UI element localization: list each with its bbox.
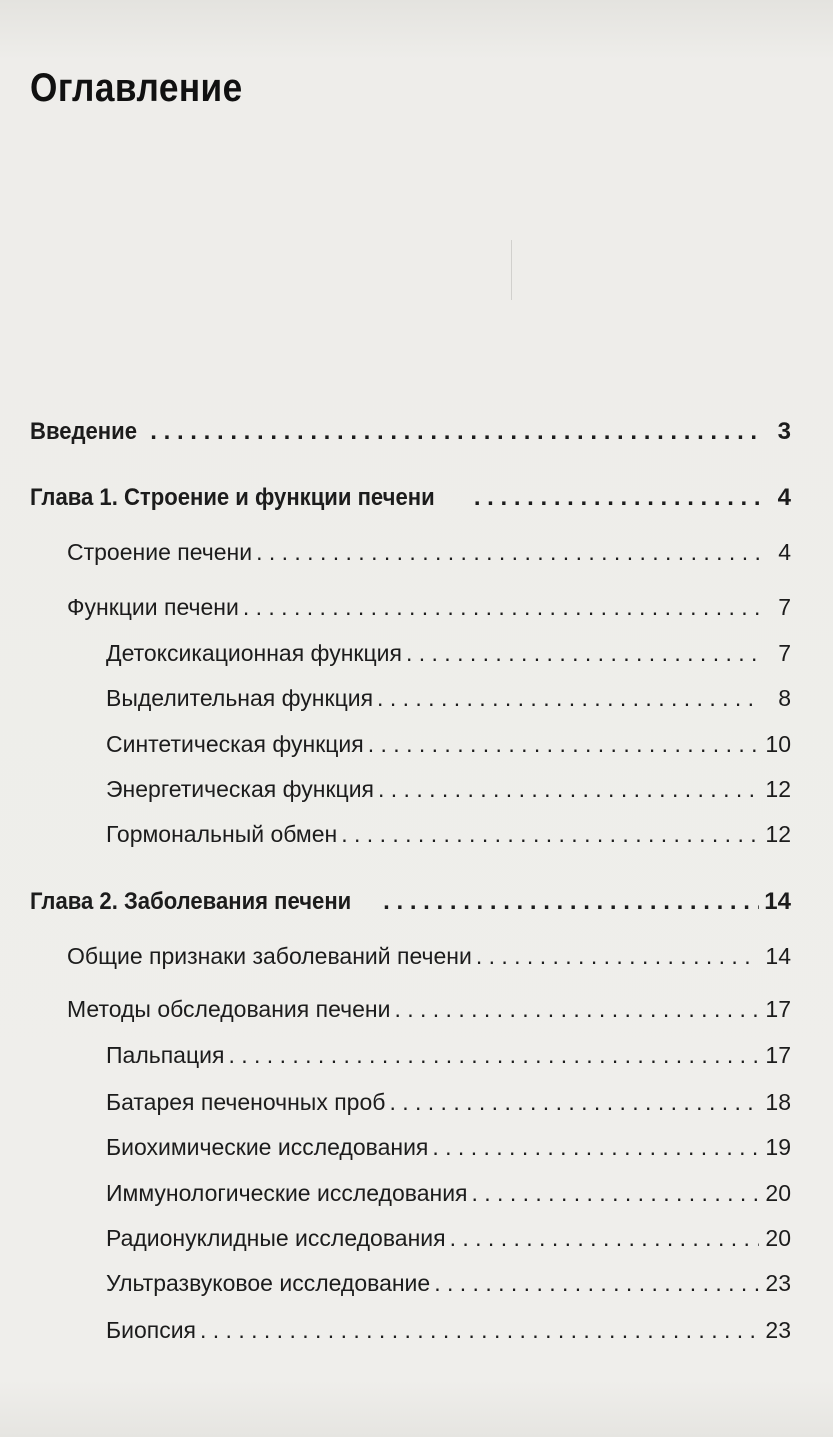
toc-leader-dots — [378, 776, 759, 803]
toc-entry[interactable] — [106, 685, 791, 712]
toc-entry[interactable] — [106, 1134, 791, 1161]
toc-entry-label: Глава 1. Строение и функции печени — [30, 484, 435, 511]
toc-entry[interactable] — [67, 594, 791, 621]
toc-leader-dots — [432, 1134, 759, 1161]
toc-entry-label: Ультразвуковое исследование — [106, 1270, 431, 1296]
toc-entry-label: Методы обследования печени — [67, 996, 391, 1022]
toc-entry-label: Пальпация — [106, 1042, 225, 1068]
toc-entry[interactable] — [30, 418, 791, 446]
toc-entry[interactable] — [67, 996, 791, 1023]
toc-leader-dots — [200, 1317, 759, 1344]
page-title: Оглавление — [30, 66, 243, 110]
toc-leader-dots — [472, 1180, 760, 1207]
toc-entry-label: Функции печени — [67, 594, 239, 620]
toc-leader-dots — [256, 539, 759, 566]
toc-leader-dots — [434, 1270, 759, 1297]
toc-entry[interactable] — [67, 943, 791, 970]
toc-entry[interactable] — [106, 1180, 791, 1207]
toc-entry-label: Синтетическая функция — [106, 731, 364, 757]
toc-page-number: 12 — [765, 821, 791, 847]
toc-page-number: 14 — [764, 888, 791, 915]
toc-page-number: 8 — [778, 685, 791, 711]
toc-entry-label: Батарея печеночных проб — [106, 1089, 386, 1115]
toc-leader-dots — [474, 484, 759, 512]
toc-page-number: 10 — [765, 731, 791, 757]
toc-page-number: 17 — [765, 996, 791, 1022]
toc-entry[interactable] — [106, 776, 791, 803]
toc-page-number: 14 — [765, 943, 791, 969]
toc-leader-dots — [243, 594, 759, 621]
toc-leader-dots — [150, 418, 759, 446]
toc-entry-label: Радионуклидные исследования — [106, 1225, 446, 1251]
toc-entry[interactable] — [106, 1042, 791, 1069]
toc-page-number: 12 — [765, 776, 791, 802]
toc-leader-dots — [450, 1225, 759, 1252]
toc-leader-dots — [476, 943, 759, 970]
toc-leader-dots — [383, 888, 759, 916]
toc-entry[interactable] — [67, 539, 791, 566]
toc-entry[interactable] — [106, 640, 791, 667]
toc-leader-dots — [394, 996, 759, 1023]
toc-entry[interactable] — [106, 1317, 791, 1344]
toc-entry-label: Гормональный обмен — [106, 821, 338, 847]
toc-entry-label: Строение печени — [67, 539, 253, 565]
toc-entry-label: Иммунологические исследования — [106, 1180, 468, 1206]
toc-entry[interactable] — [106, 1089, 791, 1116]
toc-leader-dots — [228, 1042, 759, 1069]
toc-entry[interactable] — [106, 1270, 791, 1297]
toc-leader-dots — [406, 640, 759, 667]
page-fold-mark — [511, 240, 512, 300]
toc-entry-label: Биопсия — [106, 1317, 196, 1343]
toc-leader-dots — [341, 821, 759, 848]
toc-page-number: 17 — [765, 1042, 791, 1068]
toc-page-number: 7 — [778, 594, 791, 620]
toc-entry[interactable] — [106, 821, 791, 848]
toc-entry-label: Глава 2. Заболевания печени — [30, 888, 352, 915]
toc-leader-dots — [377, 685, 759, 712]
toc-page-number: 4 — [778, 539, 791, 565]
toc-entry-label: Энергетическая функция — [106, 776, 374, 802]
toc-page-number: 18 — [765, 1089, 791, 1115]
toc-page-number: 20 — [765, 1225, 791, 1251]
toc-page-number: 23 — [765, 1270, 791, 1296]
toc-entry-label: Детоксикационная функция — [106, 640, 402, 666]
toc-page-number: 19 — [765, 1134, 791, 1160]
toc-entry-label: Выделительная функция — [106, 685, 374, 711]
toc-entry[interactable] — [30, 484, 791, 512]
toc-entry[interactable] — [30, 888, 791, 916]
toc-entry-label: Биохимические исследования — [106, 1134, 429, 1160]
toc-page-number: 4 — [777, 484, 791, 511]
toc-leader-dots — [368, 731, 759, 758]
toc-page-number: 23 — [765, 1317, 791, 1343]
toc-leader-dots — [389, 1089, 759, 1116]
toc-entry-label: Общие признаки заболеваний печени — [67, 943, 472, 969]
toc-entry[interactable] — [106, 1225, 791, 1252]
toc-entry-label: Введение — [30, 418, 137, 445]
toc-page-number: 20 — [765, 1180, 791, 1206]
toc-page-number: 7 — [778, 640, 791, 666]
toc-page-number: 3 — [777, 418, 791, 445]
toc-entry[interactable] — [106, 731, 791, 758]
